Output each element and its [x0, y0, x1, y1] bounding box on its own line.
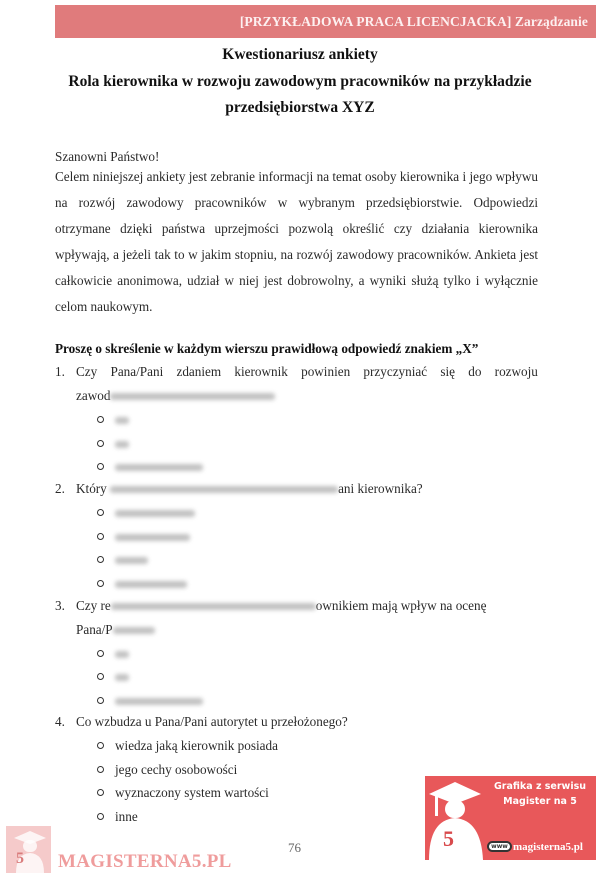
blurred-option: [115, 651, 129, 658]
word: Czy: [76, 364, 98, 379]
q4-text: Co wzbudza u Pana/Pani autorytet u przełożonego?: [76, 714, 348, 729]
q4-option[interactable]: wiedza jaką kierownik posiada: [115, 738, 278, 753]
radio-bullet-icon[interactable]: [97, 766, 104, 773]
q4-option[interactable]: jego cechy osobowości: [115, 762, 238, 777]
blurred-text: [110, 486, 338, 493]
badge-line1: Grafika z serwisu: [493, 781, 587, 792]
page-number: 76: [288, 840, 301, 855]
header-band: [55, 5, 596, 38]
q4-option[interactable]: inne: [115, 809, 138, 824]
radio-bullet-icon[interactable]: [97, 580, 104, 587]
radio-bullet-icon[interactable]: [97, 673, 104, 680]
blurred-text: [113, 627, 155, 634]
q2-text: [76, 481, 423, 497]
q3-text-line1: [76, 598, 486, 614]
radio-bullet-icon[interactable]: [97, 463, 104, 470]
radio-bullet-icon[interactable]: [97, 813, 104, 820]
doc-subtitle-line2: przedsiębiorstwa XYZ: [225, 99, 375, 116]
q3-visible-start: Czy re: [76, 598, 111, 613]
logo-digit: 5: [16, 850, 24, 867]
q2-visible-start: Który: [76, 481, 107, 496]
radio-bullet-icon[interactable]: [97, 556, 104, 563]
q3-visible-end: ownikiem mają wpływ na ocenę: [315, 598, 487, 613]
q3-number: 3.: [55, 598, 65, 613]
badge-line2: Magister na 5: [503, 796, 577, 807]
blurred-option: [115, 417, 129, 424]
q4-option[interactable]: wyznaczony system wartości: [115, 785, 269, 800]
word: zdaniem: [176, 364, 222, 379]
watermark-badge: [425, 776, 596, 860]
graduate-silhouette-icon: [425, 776, 485, 860]
word: kierownik: [234, 364, 288, 379]
word: Pana/Pani: [110, 364, 164, 379]
radio-bullet-icon[interactable]: [97, 789, 104, 796]
q1-visible-text: zawod: [76, 388, 111, 403]
blurred-option: [115, 698, 203, 705]
intro-paragraph: Celem niniejszej ankiety jest zebranie informacji na temat osoby kierownika i jego wpływu na rozwój zawodowy pracowników w wybranym przedsiębiorstwie. Odpowiedzi otrzymane dzięki państwa uprzejmości pozwolą określić czy działania kierownika wpływają, a jeżeli tak to w jakim stopniu, na rozwój zawodowy pracowników. Ankieta jest całkowicie anonimowa, udział w niej jest dobrowolny, a wyniki służą tylko i wyłącznie celom naukowym.: [55, 169, 538, 314]
q1-number: 1.: [55, 364, 65, 379]
q1-text-line2: [76, 388, 275, 404]
instruction: Proszę o skreślenie w każdym wierszu prawidłową odpowiedź znakiem „X”: [55, 341, 479, 356]
radio-bullet-icon[interactable]: [97, 742, 104, 749]
q4-number: 4.: [55, 714, 65, 729]
radio-bullet-icon[interactable]: [97, 416, 104, 423]
header-text: [PRZYKŁADOWA PRACA LICENCJACKA] Zarządzanie: [239, 14, 588, 29]
doc-subtitle-line1: Rola kierownika w rozwoju zawodowym pracowników na przykładzie: [68, 73, 532, 90]
doc-title: Kwestionariusz ankiety: [222, 46, 378, 63]
blurred-text: [111, 603, 316, 610]
q3-text-line2: [76, 622, 155, 638]
blurred-option: [115, 557, 148, 564]
blurred-text: [110, 393, 275, 400]
radio-bullet-icon[interactable]: [97, 533, 104, 540]
greeting: Szanowni Państwo!: [55, 149, 160, 164]
watermark-text: MAGISTERNA5.PL: [58, 851, 232, 872]
blurred-option: [115, 441, 129, 448]
blurred-option: [115, 464, 203, 471]
word: rozwoju: [494, 364, 538, 379]
q2-visible-end: ani kierownika?: [338, 481, 423, 496]
blurred-option: [115, 534, 190, 541]
graduate-logo-icon: [6, 826, 51, 873]
radio-bullet-icon[interactable]: [97, 509, 104, 516]
blurred-option: [115, 510, 195, 517]
word: się: [440, 364, 456, 379]
badge-url: magisterna5.pl: [513, 841, 583, 853]
www-icon: www: [487, 841, 512, 852]
radio-bullet-icon[interactable]: [97, 440, 104, 447]
q1-text-line1: [76, 364, 538, 380]
radio-bullet-icon[interactable]: [97, 697, 104, 704]
word: powinien: [301, 364, 351, 379]
word: do: [468, 364, 482, 379]
word: przyczyniać: [363, 364, 428, 379]
badge-digit: 5: [443, 826, 454, 851]
blurred-option: [115, 581, 187, 588]
q2-number: 2.: [55, 481, 65, 496]
radio-bullet-icon[interactable]: [97, 650, 104, 657]
q3-visible-line2: Pana/P: [76, 622, 113, 637]
blurred-option: [115, 674, 129, 681]
